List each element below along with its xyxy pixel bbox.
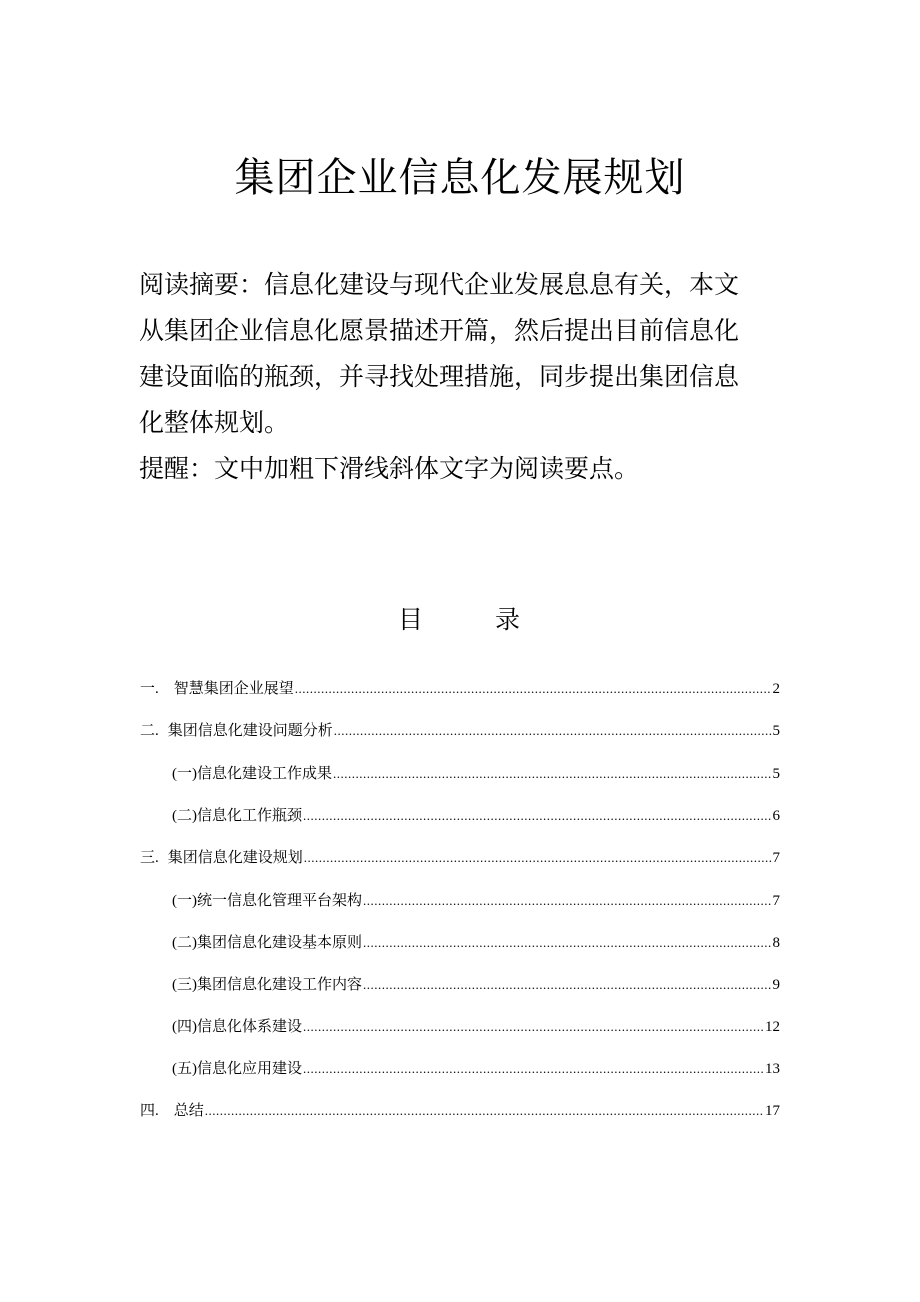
toc-entry-page: 6	[772, 808, 780, 824]
abstract-line: 从集团企业信息化愿景描述开篇，然后提出目前信息化	[139, 316, 740, 345]
toc-entry-page: 8	[772, 935, 780, 951]
toc-entry-page: 7	[772, 850, 780, 866]
toc-entry-page: 5	[772, 766, 780, 782]
toc-entry-title: 总结	[173, 1103, 204, 1119]
toc-dot-leader	[304, 846, 772, 870]
toc-dot-leader	[295, 677, 772, 701]
toc-dot-leader	[363, 973, 772, 997]
toc-entry-page: 5	[772, 723, 780, 739]
abstract-line: 阅读摘要：信息化建设与现代企业发展息息有关，本文	[139, 270, 740, 299]
page-title: 集团企业信息化发展规划	[234, 155, 686, 201]
toc-entry-title: 集团信息化建设规划	[167, 850, 303, 866]
toc-dot-leader	[363, 889, 772, 913]
toc-entry-page: 12	[765, 1019, 780, 1035]
toc-heading	[0, 600, 920, 640]
abstract-line: 建设面临的瓶颈，并寻找处理措施，同步提出集团信息	[139, 362, 740, 391]
toc-entry-title: (二)信息化工作瓶颈	[172, 808, 302, 824]
toc-entry[interactable]	[140, 846, 780, 870]
toc-entry-page: 9	[772, 977, 780, 993]
toc-entry-page: 13	[765, 1061, 780, 1077]
toc-entry[interactable]	[172, 804, 780, 828]
toc-entry-number: 四.	[140, 1103, 159, 1119]
toc-entry-title: (一)信息化建设工作成果	[172, 766, 332, 782]
toc-dot-leader	[363, 931, 772, 955]
abstract-line: 化整体规划。	[139, 408, 290, 437]
toc-entry[interactable]	[140, 677, 780, 701]
toc-entry-number: 一.	[140, 681, 159, 697]
toc-entry-title: (五)信息化应用建设	[172, 1061, 302, 1077]
toc-entry-page: 7	[772, 893, 780, 909]
toc-entry-title: (四)信息化体系建设	[172, 1019, 302, 1035]
toc-entry-title: (一)统一信息化管理平台架构	[172, 893, 362, 909]
toc-entry-number: 三.	[140, 850, 159, 866]
toc-entry[interactable]	[140, 719, 780, 743]
toc-entry-page: 17	[765, 1103, 780, 1119]
toc-dot-leader	[303, 1015, 764, 1039]
toc-entry-title: 智慧集团企业展望	[173, 681, 294, 697]
toc-dot-leader	[334, 719, 772, 743]
toc-dot-leader	[303, 804, 772, 828]
toc-entry-number: 二.	[140, 723, 159, 739]
toc-entry[interactable]	[172, 973, 780, 997]
toc-entry[interactable]	[172, 1015, 780, 1039]
toc-dot-leader	[205, 1099, 764, 1123]
toc-heading-char: 录	[495, 605, 521, 634]
toc-entry-title: (三)集团信息化建设工作内容	[172, 977, 362, 993]
toc-entry[interactable]	[172, 762, 780, 786]
reminder-text: 提醒：文中加粗下滑线斜体文字为阅读要点。	[139, 454, 640, 483]
toc-entry[interactable]	[140, 1099, 780, 1123]
toc-entry[interactable]	[172, 1057, 780, 1081]
toc-heading-char: 目	[398, 605, 424, 634]
toc-entry-page: 2	[772, 681, 780, 697]
toc-entry-title: (二)集团信息化建设基本原则	[172, 935, 362, 951]
toc-entry-title: 集团信息化建设问题分析	[167, 723, 333, 739]
toc-dot-leader	[303, 1057, 764, 1081]
toc-entry[interactable]	[172, 931, 780, 955]
toc-entry[interactable]	[172, 889, 780, 913]
abstract	[139, 262, 789, 492]
toc-dot-leader	[333, 762, 772, 786]
